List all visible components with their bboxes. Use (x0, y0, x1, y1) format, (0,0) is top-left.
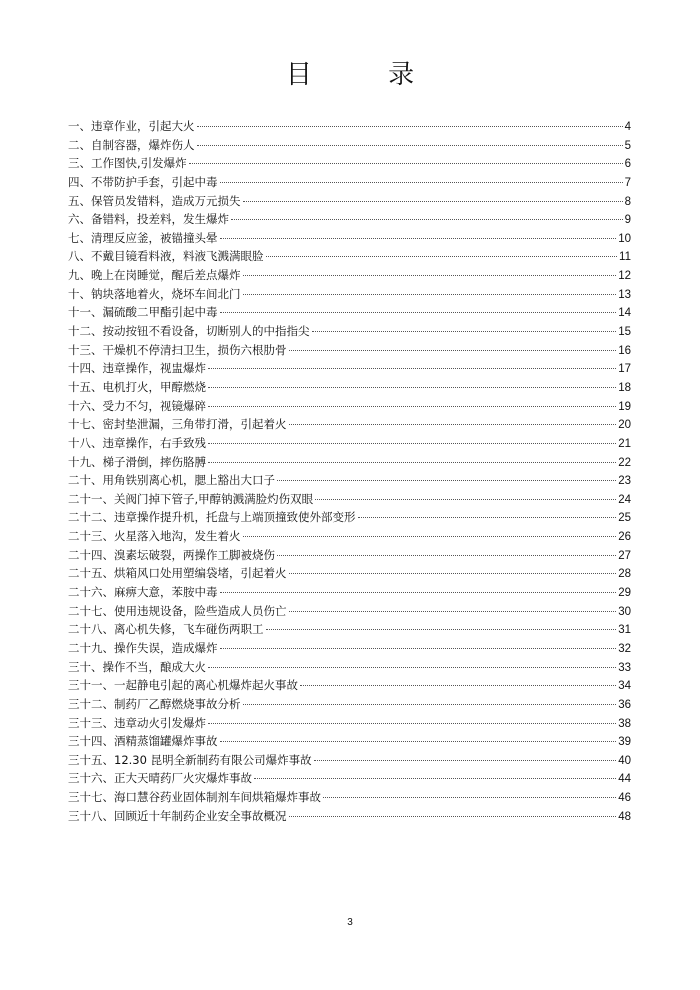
toc-leader-dots (314, 760, 617, 761)
toc-entry-title: 二十七、使用违规设备，险些造成人员伤亡 (68, 603, 287, 618)
toc-entry-page: 21 (618, 437, 631, 450)
toc-entry-page: 39 (618, 736, 631, 749)
toc-entry-title: 三十五、12.30 昆明全新制药有限公司爆炸事故 (68, 752, 312, 767)
toc-entry-page: 26 (618, 531, 631, 544)
toc-entry-page: 44 (618, 773, 631, 786)
toc-entry[interactable] (68, 714, 631, 733)
toc-entry-title: 二十八、离心机失修，飞车碰伤两职工 (68, 622, 264, 637)
page-title: 目 录 (285, 60, 449, 90)
toc-entry-page: 32 (618, 642, 631, 655)
toc-entry[interactable] (68, 136, 631, 155)
toc-entry[interactable] (68, 788, 631, 807)
toc-entry-page: 24 (618, 493, 631, 506)
toc-leader-dots (289, 350, 617, 351)
toc-entry-title: 三十七、海口慧谷药业固体制剂车间烘箱爆炸事故 (68, 790, 321, 805)
toc-entry-page: 18 (618, 381, 631, 394)
toc-entry-title: 十七、密封垫泄漏，三角带打滑，引起着火 (68, 417, 287, 432)
toc-leader-dots (289, 611, 617, 612)
toc-entry-page: 29 (618, 587, 631, 600)
toc-entry-title: 八、不戴目镜看料液，料液飞溅满眼脸 (68, 249, 264, 264)
toc-entry[interactable] (68, 695, 631, 714)
toc-entry-title: 三十八、回顾近十年制药企业安全事故概况 (68, 808, 287, 823)
toc-leader-dots (243, 201, 623, 202)
toc-leader-dots (358, 517, 617, 518)
toc-entry-page: 36 (618, 698, 631, 711)
toc-entry[interactable] (68, 285, 631, 304)
toc-entry-title: 二十四、溴素坛破裂，两操作工脚被烧伤 (68, 547, 275, 562)
toc-entry[interactable] (68, 769, 631, 788)
toc-entry[interactable] (68, 359, 631, 378)
toc-entry-title: 六、备错料，投差料，发生爆炸 (68, 212, 229, 227)
toc-entry[interactable] (68, 602, 631, 621)
toc-entry-title: 十、钠块落地着火，烧坏车间北门 (68, 286, 241, 301)
toc-entry-page: 9 (624, 214, 631, 227)
toc-entry-title: 十九、梯子滑倒，摔伤胳膊 (68, 454, 206, 469)
toc-entry-page: 22 (618, 456, 631, 469)
toc-entry-title: 三十、操作不当，酿成大火 (68, 659, 206, 674)
toc-entry-page: 10 (618, 232, 631, 245)
toc-entry-title: 三十二、制药厂乙醇燃烧事故分析 (68, 696, 241, 711)
toc-entry-page: 30 (618, 605, 631, 618)
toc-leader-dots (266, 629, 617, 630)
toc-entry-title: 四、不带防护手套，引起中毒 (68, 174, 218, 189)
toc-leader-dots (323, 797, 616, 798)
toc-leader-dots (315, 499, 616, 500)
toc-leader-dots (243, 275, 617, 276)
toc-entry-title: 十一、漏硫酸二甲酯引起中毒 (68, 305, 218, 320)
toc-entry-page: 6 (624, 158, 631, 171)
toc-entry-title: 三十一、一起静电引起的离心机爆炸起火事故 (68, 678, 298, 693)
toc-leader-dots (243, 294, 617, 295)
table-of-contents (68, 117, 631, 825)
toc-entry[interactable] (68, 620, 631, 639)
toc-entry[interactable] (68, 303, 631, 322)
toc-entry-title: 二十三、火星落入地沟，发生着火 (68, 529, 241, 544)
toc-leader-dots (208, 667, 616, 668)
toc-leader-dots (300, 685, 616, 686)
toc-entry-page: 40 (618, 754, 631, 767)
toc-entry-page: 15 (618, 326, 631, 339)
toc-entry-title: 二十二、违章操作提升机，托盘与上端顶撞致使外部变形 (68, 510, 356, 525)
toc-entry-title: 十四、违章操作，视盅爆炸 (68, 361, 206, 376)
toc-entry-title: 十八、违章操作，右手致残 (68, 435, 206, 450)
toc-leader-dots (208, 462, 616, 463)
toc-entry-page: 12 (618, 270, 631, 283)
toc-entry[interactable] (68, 434, 631, 453)
toc-leader-dots (243, 704, 617, 705)
toc-leader-dots (197, 126, 623, 127)
toc-entry[interactable] (68, 732, 631, 751)
toc-leader-dots (208, 387, 616, 388)
toc-entry-page: 19 (618, 400, 631, 413)
toc-entry[interactable] (68, 807, 631, 826)
toc-entry[interactable] (68, 676, 631, 695)
toc-leader-dots (254, 778, 616, 779)
toc-entry-page: 31 (618, 624, 631, 637)
toc-entry[interactable] (68, 229, 631, 248)
toc-entry-page: 14 (618, 307, 631, 320)
toc-entry-page: 20 (618, 419, 631, 432)
toc-entry-page: 4 (624, 121, 631, 133)
toc-leader-dots (189, 163, 623, 164)
toc-leader-dots (220, 741, 617, 742)
toc-entry-title: 十六、受力不匀，视镜爆碎 (68, 398, 206, 413)
toc-entry-title: 十五、电机打火，甲醇燃烧 (68, 379, 206, 394)
toc-leader-dots (277, 480, 616, 481)
toc-entry[interactable] (68, 564, 631, 583)
toc-entry-page: 13 (618, 288, 631, 301)
toc-entry-title: 七、清理反应釜，被锚撞头晕 (68, 230, 218, 245)
toc-entry[interactable] (68, 546, 631, 565)
toc-entry[interactable] (68, 247, 631, 266)
toc-leader-dots (220, 312, 617, 313)
toc-leader-dots (220, 648, 617, 649)
toc-leader-dots (220, 592, 617, 593)
toc-leader-dots (312, 331, 617, 332)
toc-entry-page: 34 (618, 680, 631, 693)
toc-entry[interactable] (68, 490, 631, 509)
toc-leader-dots (197, 145, 623, 146)
toc-entry[interactable] (68, 266, 631, 285)
toc-entry-page: 48 (618, 810, 631, 823)
toc-entry-page: 17 (618, 363, 631, 376)
toc-entry[interactable] (68, 453, 631, 472)
toc-leader-dots (208, 723, 616, 724)
toc-entry[interactable] (68, 192, 631, 211)
toc-leader-dots (277, 555, 616, 556)
toc-entry[interactable] (68, 508, 631, 527)
toc-leader-dots (208, 368, 616, 369)
toc-entry[interactable] (68, 397, 631, 416)
toc-entry[interactable] (68, 583, 631, 602)
toc-entry[interactable] (68, 639, 631, 658)
toc-entry-page: 23 (618, 475, 631, 488)
toc-entry[interactable] (68, 527, 631, 546)
toc-entry-page: 27 (618, 549, 631, 562)
toc-entry-title: 五、保管员发错料，造成万元损失 (68, 193, 241, 208)
toc-entry-page: 46 (618, 792, 631, 805)
toc-leader-dots (243, 536, 617, 537)
toc-entry-title: 一、违章作业，引起大火 (68, 119, 195, 133)
toc-entry-title: 三十三、违章动火引发爆炸 (68, 715, 206, 730)
toc-entry-title: 二十、用角铁别离心机，腮上豁出大口子 (68, 473, 275, 488)
toc-entry-title: 二、自制容器，爆炸伤人 (68, 137, 195, 152)
toc-entry[interactable] (68, 154, 631, 173)
toc-entry[interactable] (68, 378, 631, 397)
toc-leader-dots (289, 424, 617, 425)
toc-leader-dots (289, 816, 617, 817)
toc-entry[interactable] (68, 117, 631, 136)
toc-entry-page: 25 (618, 512, 631, 525)
toc-entry[interactable] (68, 173, 631, 192)
toc-entry[interactable] (68, 341, 631, 360)
toc-entry-title: 二十一、关阀门掉下管子,甲醇钠溅满脸灼伤双眼 (68, 491, 314, 506)
toc-entry-title: 二十九、操作失误，造成爆炸 (68, 640, 218, 655)
toc-leader-dots (208, 443, 616, 444)
toc-entry-title: 九、晚上在岗睡觉，醒后差点爆炸 (68, 268, 241, 283)
toc-entry-page: 11 (619, 251, 631, 264)
toc-entry-title: 十三、干燥机不停清扫卫生，损伤六根肋骨 (68, 342, 287, 357)
toc-leader-dots (231, 219, 623, 220)
toc-entry-page: 7 (624, 176, 631, 189)
toc-leader-dots (289, 573, 617, 574)
toc-entry-title: 十二、按动按钮不看设备，切断别人的中指指尖 (68, 324, 310, 339)
toc-entry[interactable] (68, 210, 631, 229)
toc-entry-page: 16 (618, 344, 631, 357)
toc-entry[interactable] (68, 415, 631, 434)
toc-entry-title: 三十四、酒精蒸馏罐爆炸事故 (68, 734, 218, 749)
toc-leader-dots (220, 182, 623, 183)
toc-entry[interactable] (68, 658, 631, 677)
toc-entry-title: 二十五、烘箱风口处用塑编袋堵，引起着火 (68, 566, 287, 581)
toc-entry-page: 28 (618, 568, 631, 581)
toc-entry-page: 5 (624, 139, 631, 152)
toc-leader-dots (220, 238, 617, 239)
toc-entry[interactable] (68, 751, 631, 770)
toc-entry-page: 33 (618, 661, 631, 674)
toc-entry-page: 8 (624, 195, 631, 208)
page-number: 3 (347, 917, 353, 928)
toc-entry[interactable] (68, 471, 631, 490)
toc-entry[interactable] (68, 322, 631, 341)
toc-entry-page: 38 (618, 717, 631, 730)
toc-entry-title: 二十六、麻痹大意，苯胺中毒 (68, 585, 218, 600)
toc-entry-title: 三、工作图快,引发爆炸 (68, 156, 187, 171)
toc-leader-dots (266, 256, 618, 257)
toc-entry-title: 三十六、正大天晴药厂火灾爆炸事故 (68, 771, 252, 786)
toc-leader-dots (208, 406, 616, 407)
